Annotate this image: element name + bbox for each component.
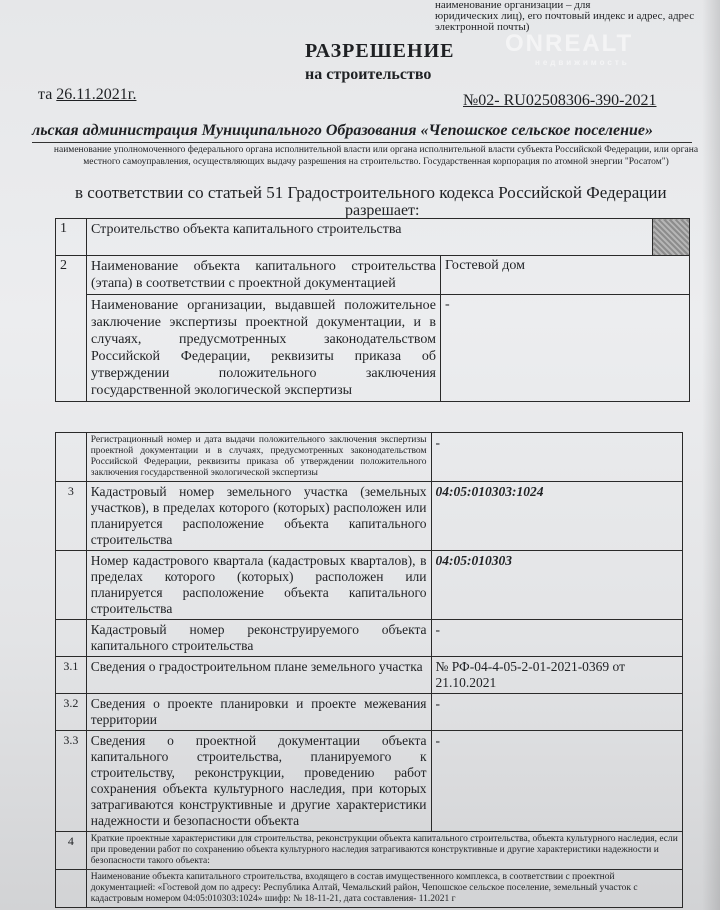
caption-line: юридических лиц), его почтовый индекс и адрес, адрес — [435, 10, 695, 22]
watermark-subtext: недвижимость — [535, 58, 630, 67]
row-number: 3.1 — [56, 657, 87, 694]
table-row — [56, 620, 683, 657]
row-text: Наименование объекта капитального строительства, входящего в состав имущественного комплекса, в соответствии с проектной документацией: «Гостевой дом по адресу: Республика Алтай, Чемальский район, Чепошское сельское поселение, земельный участок с кадастровым номером 04:05:010303:1024» шифр: № 18-11-21, дата составления- 11.2021 г — [86, 870, 682, 908]
legal-basis: в соответствии со статьей 51 Градостроительного кодекса Российской Федерации — [75, 183, 667, 202]
watermark-logo — [505, 30, 633, 67]
permit-number: №02- RU02508306-390-2021 — [463, 92, 657, 109]
row-text: Кадастровый номер земельного участка (земельных участков), в пределах которого (которых) расположен или планируется расположение объекта капитального строительства — [86, 482, 431, 551]
row-text: Сведения о градостроительном плане земельного участка — [86, 657, 431, 694]
table-row — [56, 832, 683, 870]
issuing-authority: льская администрация Муниципального Образования «Чепошское сельское поселение» — [32, 122, 653, 139]
divider — [32, 142, 692, 143]
caption-line: наименование организации – для — [435, 0, 591, 11]
row-number: 1 — [56, 219, 87, 256]
row-number — [56, 620, 87, 657]
row-text: Сведения о проекте планировки и проекте межевания территории — [86, 694, 431, 731]
row-value: 04:05:010303 — [431, 551, 682, 620]
table-row — [56, 256, 690, 295]
document-subtitle: на строительство — [305, 66, 432, 83]
row-value: - — [431, 620, 682, 657]
table-row — [56, 551, 683, 620]
row-text: Строительство объекта капитального строительства — [87, 219, 653, 256]
permit-table-bottom — [55, 432, 683, 908]
hatched-cell — [653, 219, 690, 256]
page-shadow — [702, 0, 720, 910]
table-row — [56, 295, 690, 402]
row-text: Краткие проектные характеристики для строительства, реконструкции объекта капитального строительства, объекта культурного наследия, если при проведении работ по сохранению объекта культурного наследия затрагиваются конструктивные и другие характеристики надежности и безопасности такого объекта: — [86, 832, 682, 870]
row-value: № РФ-04-4-05-2-01-2021-0369 от 21.10.2021 — [431, 657, 682, 694]
row-number: 3.2 — [56, 694, 87, 731]
row-number: 4 — [56, 832, 87, 870]
row-number — [56, 433, 87, 482]
row-text: Наименование организации, выдавшей положительное заключение экспертизы проектной документации, и в случаях, предусмотренных законодательством Российской Федерации, реквизиты приказа об утверждении положительного заключения государственной экологической экспертизы — [87, 295, 441, 402]
row-value: - — [431, 433, 682, 482]
table-row — [56, 694, 683, 731]
row-value: - — [441, 295, 690, 402]
caption-line: электронной почты) — [435, 21, 530, 33]
table-row — [56, 870, 683, 908]
watermark-text: ONREALT — [505, 30, 634, 57]
row-value: 04:05:010303:1024 — [431, 482, 682, 551]
row-number: 3.3 — [56, 731, 87, 832]
row-text: Сведения о проектной документации объекта капитального строительства, планируемого к строительству, реконструкции, проведению работ сохранения объекта культурного наследия, при которых затрагиваются конструктивные и другие характеристики надежности и безопасности объекта — [86, 731, 431, 832]
row-text: Кадастровый номер реконструируемого объекта капитального строительства — [86, 620, 431, 657]
row-text: Номер кадастрового квартала (кадастровых кварталов), в пределах которого (которых) расположен или планируется расположение объекта капитального строительства — [86, 551, 431, 620]
date-prefix: та — [38, 86, 53, 103]
row-number: 2 — [56, 256, 87, 402]
table-row — [56, 433, 683, 482]
row-text: Регистрационный номер и дата выдачи положительного заключения экспертизы проектной документации и в случаях, предусмотренных законодательством Российской Федерации, реквизиты приказа об утверждении положительного заключения государственной экологической экспертизы — [86, 433, 431, 482]
applicant-caption — [435, 0, 720, 33]
table-row — [56, 731, 683, 832]
permits-label: разрешает: — [345, 202, 420, 219]
row-number — [56, 870, 87, 908]
issue-date — [38, 86, 136, 104]
row-value: - — [431, 731, 682, 832]
row-number — [56, 551, 87, 620]
row-text: Наименование объекта капитального строительства (этапа) в соответствии с проектной документацией — [87, 256, 441, 295]
row-value: Гостевой дом — [441, 256, 690, 295]
row-value: - — [431, 694, 682, 731]
date-value: 26.11.2021г. — [56, 86, 137, 103]
table-row — [56, 482, 683, 551]
permit-table-top — [55, 218, 690, 402]
table-row — [56, 657, 683, 694]
row-number: 3 — [56, 482, 87, 551]
document-title: РАЗРЕШЕНИЕ — [305, 40, 455, 62]
authority-caption: наименование уполномоченного федерального органа исполнительной власти или органа исполнительной власти субъекта Российской Федерации, или органа местного самоуправления, осуществляющих выдачу разрешения на строительство. Государственная корпорация по атомной энергии "Росатом") — [53, 145, 699, 167]
table-row — [56, 219, 690, 256]
